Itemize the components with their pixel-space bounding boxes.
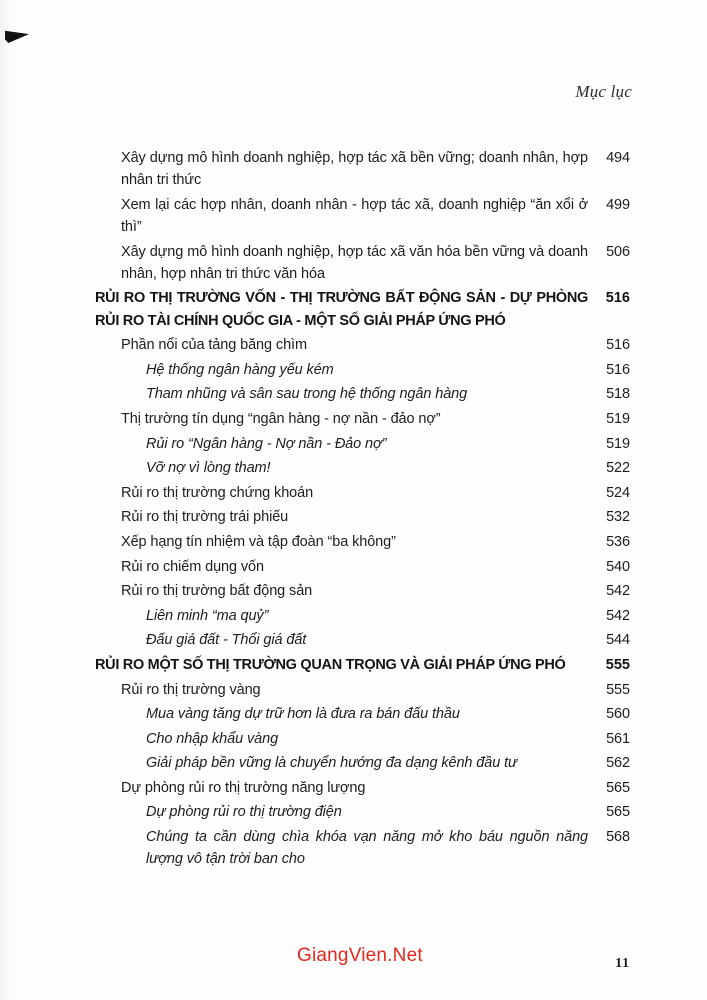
toc-entry-page: 542 [606,607,630,624]
toc-entry-title: Giải pháp bền vững là chuyển hướng đa dạng kênh đầu tư [146,755,518,772]
toc-entry-title: RỦI RO THỊ TRƯỜNG VỐN - THỊ TRƯỜNG BẤT ĐỘNG SẢN - DỰ PHÒNG RỦI RO TÀI CHÍNH QUỐC GIA - MỘT SỐ GIẢI PHÁP ỨNG PHÓ [95,290,588,329]
toc-entry-page: 544 [606,632,630,649]
toc-entry-page: 555 [606,681,630,698]
running-head: Mục lục [575,82,632,101]
toc-entry-page: 518 [606,386,630,403]
toc-entry-page: 494 [606,150,630,166]
page-number: 11 [615,955,630,970]
toc-entry-title: Vỡ nợ vì lòng tham! [146,460,271,477]
toc-entry-title: Liên minh “ma quỷ” [146,607,269,624]
toc-entry [95,383,630,405]
toc-entry-page: 540 [606,558,630,575]
toc-entry [95,194,630,238]
scan-corner-mark [5,30,29,43]
toc-entry-title: Xếp hạng tín nhiệm và tập đoàn “ba không” [121,533,396,550]
toc-entry [95,654,630,676]
toc-entry-page: 536 [606,533,630,550]
toc-entry-page: 506 [606,243,630,260]
toc-entry-page: 499 [606,196,630,213]
toc-entry [95,531,630,553]
toc-entry-page: 516 [606,337,630,354]
toc-entry-page: 532 [606,509,630,526]
toc-entry [95,703,630,725]
toc-entry [95,482,630,504]
toc-entry [95,580,630,602]
toc-entry [95,605,630,627]
toc-entry-title: Chúng ta cần dùng chìa khóa vạn năng mở kho báu nguồn năng lượng vô tận trời ban cho [146,829,588,868]
toc-entry-title: Rủi ro thị trường vàng [121,681,261,698]
toc-entry-title: Thị trường tín dụng “ngân hàng - nợ nần - đảo nợ” [121,410,441,427]
toc-entry-page: 516 [605,290,630,307]
toc-list [95,147,630,873]
toc-entry-title: Rủi ro thị trường bất động sản [121,583,313,600]
toc-entry-page: 565 [606,804,630,821]
toc-entry [95,506,630,528]
toc-entry [95,777,630,799]
watermark-text: GiangVien.Net [297,945,423,966]
toc-entry-title: Rủi ro thị trường chứng khoán [121,484,314,501]
toc-entry-title: RỦI RO MỘT SỐ THỊ TRƯỜNG QUAN TRỌNG VÀ GIẢI PHÁP ỨNG PHÓ [95,656,566,673]
toc-entry [95,556,630,578]
toc-entry-title: Phần nổi của tảng băng chìm [121,337,307,354]
toc-entry-page: 522 [606,460,630,477]
toc-entry-title: Dự phòng rủi ro thị trường năng lượng [121,779,366,796]
toc-entry-page: 568 [606,829,630,846]
toc-entry-title: Xem lại các hợp nhân, doanh nhân - hợp tác xã, doanh nghiệp “ăn xổi ở thì” [121,196,588,235]
toc-entry [95,147,630,191]
toc-entry [95,408,630,430]
toc-entry [95,679,630,701]
toc-entry-title: Mua vàng tăng dự trữ hơn là đưa ra bán đấu thầu [146,706,460,723]
toc-entry [95,629,630,651]
toc-entry-title: Rủi ro thị trường trái phiếu [121,509,289,526]
toc-entry [95,359,630,381]
toc-entry-title: Hệ thống ngân hàng yếu kém [146,361,334,378]
toc-entry-title: Dự phòng rủi ro thị trường điện [146,804,342,821]
toc-entry [95,457,630,479]
toc-entry [95,287,630,331]
toc-entry-title: Đấu giá đất - Thổi giá đất [146,632,307,649]
toc-entry [95,801,630,823]
toc-entry-title: Rủi ro chiếm dụng vốn [121,558,264,575]
toc-entry-title: Tham nhũng và sân sau trong hệ thống ngân hàng [146,386,468,403]
toc-entry-page: 524 [606,484,630,501]
toc-entry-page: 519 [606,435,630,452]
toc-entry-title: Xây dựng mô hình doanh nghiệp, hợp tác xã văn hóa bền vững và doanh nhân, hợp nhân tri thức văn hóa [121,243,588,282]
toc-entry [95,433,630,455]
toc-entry [95,728,630,750]
toc-entry-page: 561 [606,730,630,747]
toc-entry-title: Xây dựng mô hình doanh nghiệp, hợp tác xã bền vững; doanh nhân, hợp nhân tri thức [121,150,588,189]
toc-entry [95,752,630,774]
toc-entry [95,826,630,870]
toc-entry [95,334,630,356]
toc-entry-page: 565 [606,779,630,796]
toc-entry [95,241,630,285]
toc-entry-page: 519 [606,410,630,427]
toc-entry-page: 560 [606,706,630,723]
toc-entry-page: 542 [606,583,630,600]
toc-entry-title: Cho nhập khẩu vàng [146,730,279,747]
toc-entry-page: 562 [606,755,630,772]
toc-entry-title: Rủi ro “Ngân hàng - Nợ nần - Đảo nợ” [146,435,387,452]
toc-entry-page: 516 [606,361,630,378]
toc-entry-page: 555 [605,656,630,673]
